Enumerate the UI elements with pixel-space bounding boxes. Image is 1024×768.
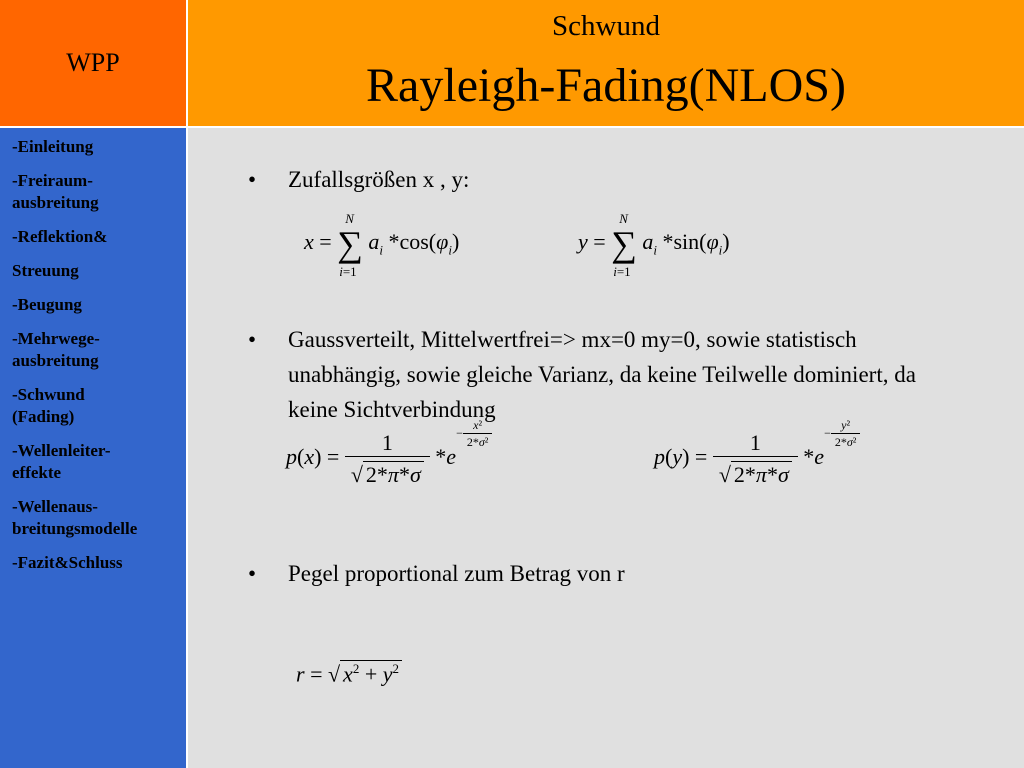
bullet-text: Zufallsgrößen x , y: [288,167,470,192]
sidebar-item-wellenleitereffekte[interactable]: -Wellenleiter- effekte [12,441,111,482]
formula-pdf-y: p(y) = $\frac{1}{√ 2*\pi*\sigma}$ *e− $\frac{\text{y²}}{\text{2*σ²}}$ [654,430,860,488]
sidebar-item-fazit[interactable]: -Fazit&Schluss [12,553,123,572]
bullet-text: Pegel proportional zum Betrag von r [288,561,625,586]
bullet-gaussverteilt [248,322,948,427]
sidebar-item-freiraumausbreitung[interactable]: -Freiraum- ausbreitung [12,171,99,212]
formula-r-magnitude: r = √ $x^2 + y^2$ [296,660,402,687]
bullet-pegel [248,556,948,591]
slide-header [188,0,1024,126]
sidebar-item-einleitung[interactable]: -Einleitung [12,137,94,156]
sidebar-item-beugung[interactable]: -Beugung [12,295,82,314]
slide-content [188,128,1024,768]
slide-title: Rayleigh-Fading(NLOS) [366,59,846,112]
bullet-zufallsgroessen [248,162,948,197]
bullet-dot: • [248,327,257,352]
logo-text: WPP [66,48,120,77]
sidebar-item-mehrwegeausbreitung[interactable]: -Mehrwege- ausbreitung [12,329,100,370]
bullet-dot: • [248,561,257,586]
slide-subtitle: Schwund [552,10,660,42]
sidebar-nav [0,128,186,768]
sidebar-item-reflektion[interactable]: -Reflektion& [12,227,108,246]
formula-y-sum: y = ∑ N i=1 $a_i$ $*\sin(\varphi_i)$ [578,211,730,279]
logo-box [0,0,186,126]
sidebar-item-streuung[interactable]: Streuung [12,261,79,280]
bullet-dot: • [248,167,257,192]
formula-pdf-x: p(x) = $\frac{1}{√ 2*\pi*\sigma}$ *e− $\frac{\text{x²}}{\text{2*σ²}}$ [286,430,492,488]
sidebar-item-wellenausbreitungsmodelle[interactable]: -Wellenaus- breitungsmodelle [12,497,138,538]
bullet-text: Gaussverteilt, Mittelwertfrei=> mx=0 my=0, sowie statistisch unabhängig, sowie gleiche Varianz, da keine Teilwelle dominiert, da keine Sichtverbindung [288,327,916,422]
sidebar-item-schwund[interactable]: -Schwund (Fading) [12,385,85,426]
formula-x-sum: x = ∑ N i=1 $a_i$ $*\cos(\varphi_i)$ [304,211,460,279]
